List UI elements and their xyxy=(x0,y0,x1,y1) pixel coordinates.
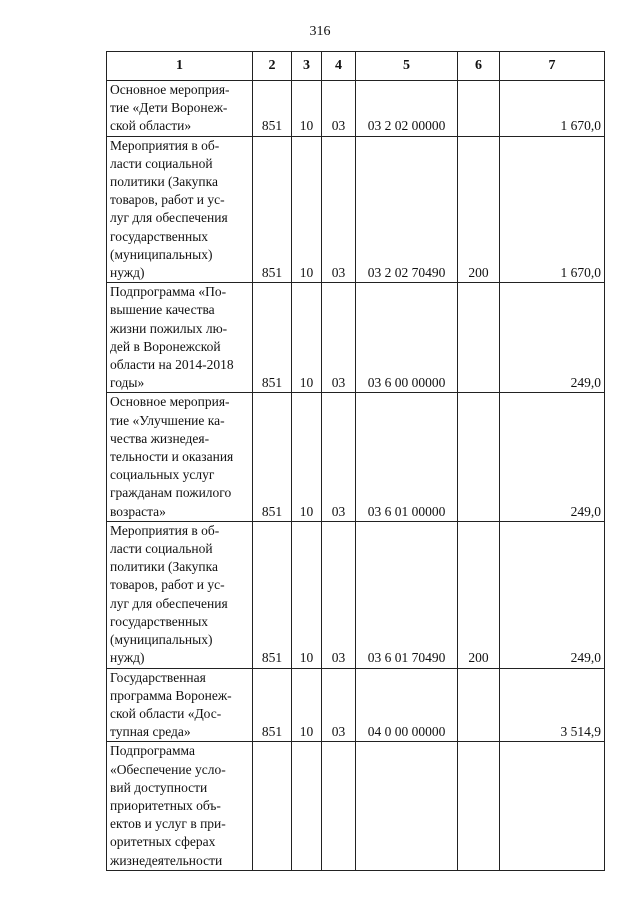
cell-section: 10 xyxy=(292,283,322,393)
name-line: ласти социальной xyxy=(110,155,213,171)
name-line: государственных xyxy=(110,613,209,629)
cell-name xyxy=(107,668,253,742)
name-line: Мероприятия в об- xyxy=(110,137,220,153)
cell-amount: 1 670,0 xyxy=(500,136,605,283)
cell-target-article: 03 6 00 00000 xyxy=(356,283,458,393)
cell-amount: 1 670,0 xyxy=(500,81,605,137)
name-line: Мероприятия в об- xyxy=(110,522,220,538)
name-line: нужд) xyxy=(110,650,145,666)
cell-admin-code xyxy=(253,742,292,870)
cell-subsection xyxy=(322,742,356,870)
cell-name xyxy=(107,283,253,393)
table-row xyxy=(107,521,605,668)
cell-amount: 249,0 xyxy=(500,521,605,668)
name-line: Основное мероприя- xyxy=(110,394,230,410)
name-line: возраста» xyxy=(110,503,166,519)
cell-expense-type xyxy=(458,393,500,521)
cell-amount: 249,0 xyxy=(500,283,605,393)
header-col-2: 2 xyxy=(253,52,292,81)
cell-expense-type xyxy=(458,742,500,870)
cell-section: 10 xyxy=(292,136,322,283)
name-line: Подпрограмма «По- xyxy=(110,284,227,300)
cell-expense-type: 200 xyxy=(458,136,500,283)
name-line: (муниципальных) xyxy=(110,632,213,648)
header-col-4: 4 xyxy=(322,52,356,81)
cell-section: 10 xyxy=(292,81,322,137)
cell-target-article: 04 0 00 00000 xyxy=(356,668,458,742)
cell-admin-code: 851 xyxy=(253,668,292,742)
name-line: тие «Дети Воронеж- xyxy=(110,100,228,116)
name-line: приоритетных объ- xyxy=(110,797,221,813)
cell-admin-code: 851 xyxy=(253,393,292,521)
cell-amount: 249,0 xyxy=(500,393,605,521)
name-line: Основное мероприя- xyxy=(110,82,230,97)
name-line: (муниципальных) xyxy=(110,246,213,262)
cell-name xyxy=(107,393,253,521)
cell-subsection: 03 xyxy=(322,81,356,137)
name-line: ской области «Дос- xyxy=(110,705,222,721)
name-line: луг для обеспечения xyxy=(110,595,228,611)
cell-admin-code: 851 xyxy=(253,136,292,283)
cell-expense-type xyxy=(458,283,500,393)
cell-admin-code: 851 xyxy=(253,81,292,137)
cell-expense-type xyxy=(458,81,500,137)
cell-expense-type xyxy=(458,668,500,742)
cell-amount xyxy=(500,742,605,870)
name-line: тупная среда» xyxy=(110,724,191,740)
name-line: жизнедеятельности xyxy=(110,852,223,868)
cell-subsection: 03 xyxy=(322,393,356,521)
name-line: государственных xyxy=(110,228,209,244)
cell-subsection: 03 xyxy=(322,668,356,742)
header-col-7: 7 xyxy=(500,52,605,81)
cell-name xyxy=(107,136,253,283)
name-line: жизни пожилых лю- xyxy=(110,320,228,336)
name-line: тие «Улучшение ка- xyxy=(110,412,225,428)
cell-section: 10 xyxy=(292,668,322,742)
name-line: нужд) xyxy=(110,265,145,281)
header-col-5: 5 xyxy=(356,52,458,81)
table-row xyxy=(107,393,605,521)
table-header-row xyxy=(107,52,605,81)
name-line: годы» xyxy=(110,375,145,391)
table-row xyxy=(107,742,605,870)
cell-expense-type: 200 xyxy=(458,521,500,668)
cell-target-article: 03 6 01 70490 xyxy=(356,521,458,668)
table-row xyxy=(107,81,605,137)
cell-section: 10 xyxy=(292,521,322,668)
cell-subsection: 03 xyxy=(322,521,356,668)
name-line: политики (Закупка xyxy=(110,174,218,190)
name-line: вышение качества xyxy=(110,302,215,318)
cell-name xyxy=(107,81,253,137)
name-line: «Обеспечение усло- xyxy=(110,761,226,777)
name-line: чества жизнедея- xyxy=(110,430,210,446)
cell-amount: 3 514,9 xyxy=(500,668,605,742)
budget-table xyxy=(106,51,605,871)
name-line: луг для обеспечения xyxy=(110,210,228,226)
name-line: вий доступности xyxy=(110,779,208,795)
header-col-1: 1 xyxy=(107,52,253,81)
name-line: ектов и услуг в при- xyxy=(110,816,226,832)
name-line: оритетных сферах xyxy=(110,834,216,850)
name-line: ской области» xyxy=(110,118,192,134)
name-line: политики (Закупка xyxy=(110,559,218,575)
name-line: дей в Воронежской xyxy=(110,338,221,354)
table-row xyxy=(107,283,605,393)
cell-target-article: 03 6 01 00000 xyxy=(356,393,458,521)
cell-target-article: 03 2 02 00000 xyxy=(356,81,458,137)
cell-admin-code: 851 xyxy=(253,521,292,668)
cell-name xyxy=(107,521,253,668)
cell-name xyxy=(107,742,253,870)
name-line: товаров, работ и ус- xyxy=(110,192,225,208)
name-line: ласти социальной xyxy=(110,541,213,557)
name-line: тельности и оказания xyxy=(110,449,234,465)
table-row xyxy=(107,136,605,283)
header-col-6: 6 xyxy=(458,52,500,81)
name-line: Государственная xyxy=(110,669,206,685)
header-col-3: 3 xyxy=(292,52,322,81)
table-body xyxy=(107,81,605,871)
cell-subsection: 03 xyxy=(322,283,356,393)
page-number: 316 xyxy=(309,24,331,39)
cell-section xyxy=(292,742,322,870)
name-line: Подпрограмма xyxy=(110,743,195,759)
cell-target-article: 03 2 02 70490 xyxy=(356,136,458,283)
name-line: области на 2014-2018 xyxy=(110,357,234,373)
name-line: гражданам пожилого xyxy=(110,485,232,501)
table-row xyxy=(107,668,605,742)
cell-target-article xyxy=(356,742,458,870)
name-line: программа Воронеж- xyxy=(110,687,232,703)
cell-subsection: 03 xyxy=(322,136,356,283)
cell-admin-code: 851 xyxy=(253,283,292,393)
cell-section: 10 xyxy=(292,393,322,521)
name-line: товаров, работ и ус- xyxy=(110,577,225,593)
name-line: социальных услуг xyxy=(110,467,215,483)
